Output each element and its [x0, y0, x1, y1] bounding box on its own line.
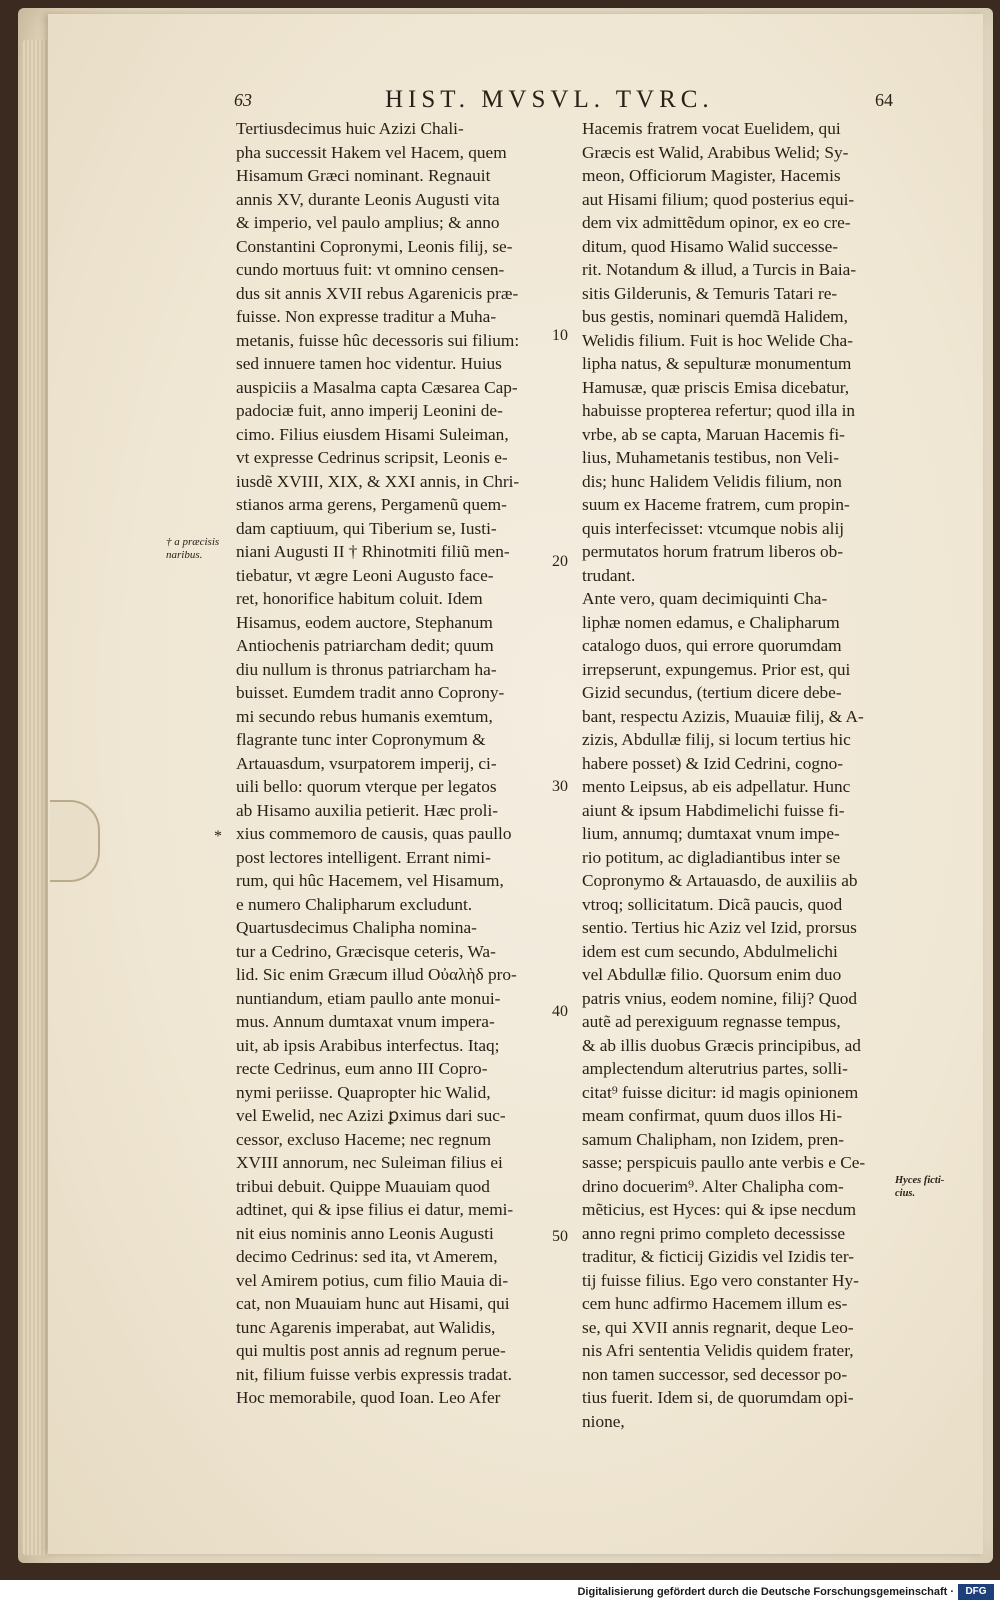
left-column-text-line: XVIII annorum, nec Suleiman filius ei: [236, 1153, 503, 1172]
left-column-text-line: flagrante tunc inter Copronymum &: [236, 730, 486, 749]
folio-right: 64: [875, 90, 893, 110]
right-column-text-line: habuisse propterea refertur; quod illa in: [582, 401, 856, 420]
line-number-10: 10: [552, 327, 568, 344]
left-column-text-line: mus. Annum dumtaxat vnum impera-: [236, 1012, 495, 1031]
left-column-text-line: cessor, excluso Haceme; nec regnum: [236, 1129, 492, 1149]
left-column-text-line: ab Hisamo auxilia petierit. Hæc proli-: [236, 800, 499, 820]
left-column-text-line: pha successit Hakem vel Hacem, quem: [236, 142, 507, 162]
left-column-text-line: vt expresse Cedrinus scripsit, Leonis e-: [236, 448, 508, 467]
right-column-text-line: irrepserunt, expungemus. Prior est, qui: [582, 659, 851, 679]
left-column-text-line: & imperio, vel paulo amplius; & anno: [236, 213, 500, 232]
left-column-text-line: nit eius nominis anno Leonis Augusti: [236, 1223, 494, 1243]
line-number-40: 40: [552, 1003, 568, 1020]
margin-note-right: [895, 1174, 944, 1200]
right-column-text-line: mẽticius, est Hyces: qui & ipse necdum: [582, 1200, 857, 1219]
page-edges: [22, 40, 50, 1555]
left-column-text-line: e numero Chalipharum excludunt.: [236, 894, 473, 914]
right-column-text-line: dem vix admittẽdum opinor, ex eo cre-: [582, 213, 851, 232]
left-column-text-line: dus sit annis XVII rebus Agarenicis præ-: [236, 283, 519, 303]
right-column-text-line: nione,: [582, 1411, 625, 1431]
right-column-text-line: suum ex Haceme fratrem, cum propin-: [582, 495, 850, 514]
left-column-text-line: niani Augusti II † Rhinotmiti filiũ men-: [236, 542, 510, 561]
left-column-text-line: buisset. Eumdem tradit anno Coprony-: [236, 683, 505, 702]
right-column-text-line: tij fuisse filius. Ego vero constanter Hy-: [582, 1270, 859, 1290]
left-column-text-line: uili bello: quorum vterque per legatos: [236, 777, 497, 796]
running-head: [0, 86, 1000, 116]
margin-note-left-line: † a præcisis: [166, 536, 220, 548]
margin-note-right-line: Hyces ficti-: [895, 1175, 945, 1186]
left-column-text-line: annis XV, durante Leonis Augusti vita: [236, 189, 500, 209]
left-column-text-line: Hisamum Græci nominant. Regnauit: [236, 166, 491, 185]
left-column-text-line: fuisse. Non expresse traditur a Muha-: [236, 307, 497, 326]
right-column-text-line: ditum, quod Hisamo Walid successe-: [582, 236, 839, 256]
right-column-text-line: patris vnius, eodem nomine, filij? Quod: [582, 988, 858, 1008]
left-column-text-line: nymi periisse. Quapropter hic Walid,: [236, 1082, 491, 1102]
right-column-text-line: vel Abdullæ filio. Quorsum enim duo: [582, 965, 842, 984]
left-column-text-line: tur a Cedrino, Græcisque ceteris, Wa-: [236, 941, 496, 961]
left-column-text-line: decimo Cedrinus: sed ita, vt Amerem,: [236, 1247, 498, 1266]
right-column-text-line: aiunt & ipsum Habdimelichi fuisse fi-: [582, 800, 845, 820]
right-column-text-line: drino docuerim⁹. Alter Chalipha com-: [582, 1176, 844, 1196]
right-column-text-line: Copronymo & Artauasdo, de auxiliis ab: [582, 871, 858, 890]
line-number-30: 30: [552, 778, 568, 795]
left-column-text-line: Constantini Copronymi, Leonis filij, se-: [236, 236, 513, 256]
right-column-text-line: Græcis est Walid, Arabibus Welid; Sy-: [582, 142, 849, 162]
right-column-text-line: meon, Officiorum Magister, Hacemis: [582, 166, 841, 185]
right-column-text-line: citat⁹ fuisse dicitur: id magis opinionem: [582, 1082, 859, 1102]
right-column-text-line: Gizid secundus, (tertium dicere debe-: [582, 683, 842, 702]
left-column-text-line: xius commemoro de causis, quas paullo: [236, 824, 512, 843]
left-column-text-line: nuntiandum, etiam paullo ante monui-: [236, 988, 501, 1008]
line-number-50: 50: [552, 1228, 568, 1245]
left-column-text-line: Hisamus, eodem auctore, Stephanum: [236, 612, 493, 632]
left-column-text-line: stianos arma gerens, Pergamenũ quem-: [236, 495, 507, 514]
right-text-column: [582, 117, 902, 1433]
right-column-text-line: sasse; perspicuis paullo ante verbis e Ce-: [582, 1153, 866, 1172]
line-number-20: 20: [552, 553, 568, 570]
left-column-text-line: Antiochenis patriarcham dedit; quum: [236, 636, 494, 655]
left-column-text-line: vel Ewelid, nec Azizi ꝑximus dari suc-: [236, 1106, 506, 1125]
left-column-text-line: diu nullum is thronus patriarcham ha-: [236, 659, 497, 679]
right-column-text-line: mento Leipsus, ab eis adpellatur. Hunc: [582, 777, 851, 796]
left-column-text-line: metanis, fuisse hûc decessoris sui filium:: [236, 330, 520, 350]
right-column-text-line: vtroq; sollicitatum. Dicã paucis, quod: [582, 894, 843, 914]
left-column-text-line: cimo. Filius eiusdem Hisami Suleiman,: [236, 424, 509, 444]
margin-note-right-line: cius.: [895, 1188, 916, 1199]
right-column-text-line: samum Chalipham, non Izidem, pren-: [582, 1129, 845, 1149]
running-title: HIST. MVSVL. TVRC.: [385, 86, 714, 113]
left-column-text-line: cundo mortuus fuit: vt omnino censen-: [236, 260, 505, 279]
right-column-text-line: bant, respectu Azizis, Muauiæ filij, & A-: [582, 706, 864, 726]
asterisk-mark: *: [214, 828, 222, 845]
right-column-text-line: liphæ nomen edamus, e Chalipharum: [582, 612, 840, 632]
left-column-text-line: dam captiuum, qui Tiberium se, Iusti-: [236, 518, 497, 538]
right-column-text-line: bus gestis, nominari quemdã Halidem,: [582, 307, 848, 326]
right-column-text-line: Hamusæ, quæ priscis Emisa dicebatur,: [582, 377, 850, 397]
left-column-text-line: tiebatur, vt ægre Leoni Augusto face-: [236, 565, 494, 585]
right-column-text-line: catalogo duos, qui errore quorumdam: [582, 636, 842, 655]
left-column-text-line: tunc Agarenis imperabat, aut Walidis,: [236, 1317, 496, 1337]
left-column-text-line: Tertiusdecimus huic Azizi Chali-: [236, 119, 464, 138]
left-column-text-line: nit, filium fuisse verbis expressis tradat.: [236, 1364, 512, 1384]
right-column-text-line: Welidis filium. Fuit is hoc Welide Cha-: [582, 330, 853, 350]
page-tab-marker: [50, 800, 100, 882]
left-column-text-line: auspiciis a Masalma capta Cæsarea Cap-: [236, 377, 518, 397]
left-column-text-line: Hoc memorabile, quod Ioan. Leo Afer: [236, 1388, 501, 1407]
right-column-text-line: zizis, Abdullæ filij, si locum tertius hic: [582, 730, 851, 749]
right-column-text-line: & ab illis duobus Græcis principibus, ad: [582, 1035, 861, 1055]
right-column-text-line: Hacemis fratrem vocat Euelidem, qui: [582, 119, 841, 138]
left-column-text-line: Quartusdecimus Chalipha nomina-: [236, 918, 477, 937]
right-column-text-line: lium, annumq; dumtaxat vnum impe-: [582, 824, 840, 843]
left-text-column: [236, 117, 554, 1410]
left-column-text-line: mi secundo rebus humanis exemtum,: [236, 706, 493, 726]
right-column-text-line: lipha natus, & sepulturæ monumentum: [582, 354, 852, 373]
left-column-text-line: uit, ab ipsis Arabibus interfectus. Itaq;: [236, 1035, 500, 1055]
left-column-text-line: padociæ fuit, anno imperij Leonini de-: [236, 401, 503, 420]
right-column-text-line: lius, Muhametanis testibus, non Veli-: [582, 448, 839, 467]
left-column-text-line: iusdẽ XVIII, XIX, & XXI annis, in Chri-: [236, 471, 520, 491]
right-column-text-line: se, qui XVII annis regnarit, deque Leo-: [582, 1317, 854, 1337]
right-column-text-line: vrbe, ab se capta, Maruan Hacemis fi-: [582, 424, 845, 444]
right-column-text-line: rio potitum, ac digladiantibus inter se: [582, 847, 841, 867]
right-column-text-line: sentio. Tertius hic Aziz vel Izid, prorsus: [582, 918, 857, 937]
right-column-text-line: permutatos horum fratrum liberos ob-: [582, 542, 844, 561]
right-column-text-line: non tamen successor, sed decessor po-: [582, 1364, 848, 1384]
left-column-text-line: tribui debuit. Quippe Muauiam quod: [236, 1176, 490, 1196]
left-column-text-line: sed innuere tamen hoc videntur. Huius: [236, 354, 502, 373]
dfg-logo: DFG: [958, 1584, 994, 1600]
right-column-text-line: rit. Notandum & illud, a Turcis in Baia-: [582, 260, 857, 279]
right-column-text-line: amplectendum alterutrius partes, solli-: [582, 1059, 848, 1078]
left-column-text-line: cat, non Muauiam hunc aut Hisami, qui: [236, 1294, 510, 1313]
right-column-text-line: trudant.: [582, 565, 636, 585]
right-column-text-line: nis Afri sententia Velidis quidem frater,: [582, 1341, 854, 1360]
right-column-text-line: habere posset) & Izid Cedrini, cogno-: [582, 753, 844, 773]
right-column-text-line: meam confirmat, quum duos illos Hi-: [582, 1106, 843, 1125]
footer-bar: [0, 1580, 1000, 1607]
right-column-text-line: cem hunc adfirmo Hacemem illum es-: [582, 1294, 848, 1313]
left-column-text-line: post lectores intelligent. Errant nimi-: [236, 847, 491, 867]
left-column-text-line: recte Cedrinus, eum anno III Copro-: [236, 1059, 488, 1078]
right-column-text-line: Ante vero, quam decimiquinti Cha-: [582, 589, 828, 608]
right-column-text-line: anno regni primo completo decessisse: [582, 1223, 845, 1243]
funding-credit: Digitalisierung gefördert durch die Deutsche Forschungsgemeinschaft ·: [577, 1586, 954, 1598]
right-column-text-line: aut Hisami filium; quod posterius equi-: [582, 189, 855, 209]
right-column-text-line: quis interfecisset: vtcumque nobis alij: [582, 518, 845, 538]
margin-note-left-line: naribus.: [166, 549, 203, 561]
left-column-text-line: Artauasdum, vsurpatorem imperij, ci-: [236, 753, 497, 773]
left-column-text-line: qui multis post annis ad regnum perue-: [236, 1341, 506, 1360]
folio-left: 63: [234, 90, 252, 110]
left-column-text-line: vel Amirem potius, cum filio Mauia di-: [236, 1270, 509, 1290]
margin-note-left: [166, 536, 219, 562]
left-column-text-line: adtinet, qui & ipse filius ei datur, memi-: [236, 1200, 514, 1219]
right-column-text-line: tius fuerit. Idem si, de quorumdam opi-: [582, 1388, 854, 1407]
right-column-text-line: idem est cum secundo, Abdulmelichi: [582, 941, 838, 961]
right-column-text-line: dis; hunc Halidem Velidis filium, non: [582, 471, 842, 491]
left-column-text-line: lid. Sic enim Græcum illud Οὐαλὴδ pro-: [236, 965, 517, 984]
right-column-text-line: traditur, & ficticij Gizidis vel Izidis ter-: [582, 1247, 855, 1266]
right-column-text-line: autẽ ad perexiguum regnasse tempus,: [582, 1012, 841, 1031]
left-column-text-line: rum, qui hûc Hacemem, vel Hisamum,: [236, 871, 504, 890]
right-column-text-line: sitis Gilderunis, & Temuris Tatari re-: [582, 283, 838, 303]
left-column-text-line: ret, honorifice habitum coluit. Idem: [236, 589, 483, 608]
